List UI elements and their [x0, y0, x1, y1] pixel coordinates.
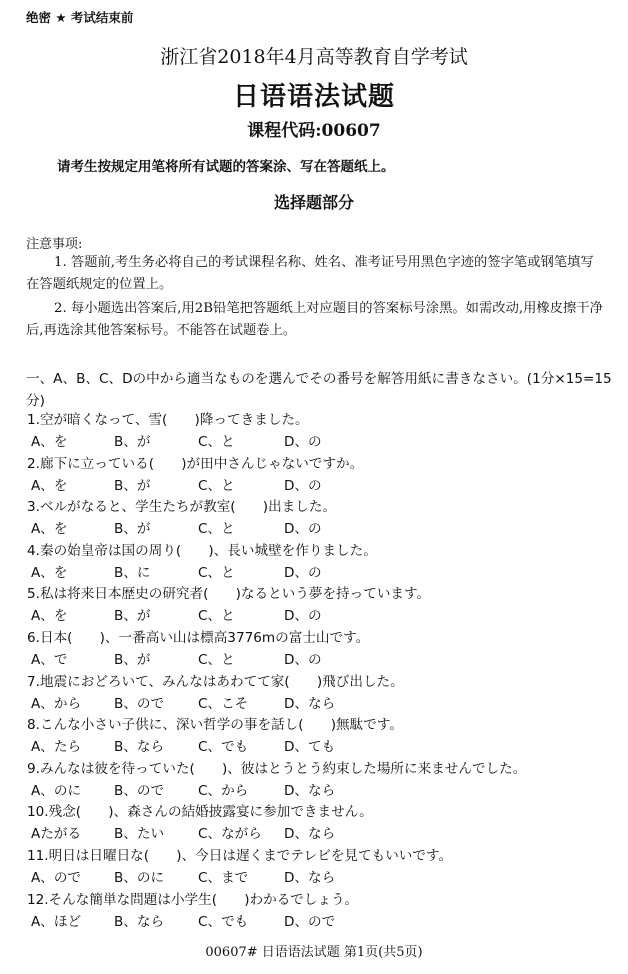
course-code: 课程代码:00607 — [247, 121, 381, 141]
answer-option: D、なら — [284, 782, 336, 799]
answer-option: C、と — [198, 477, 235, 494]
question-stem: 3.ベルがなると、学生たちが教室( )出ました。 — [27, 499, 337, 516]
answer-option: A、たら — [31, 739, 82, 756]
answer-option: B、が — [114, 608, 151, 625]
answer-option: B、ので — [114, 782, 165, 799]
answer-option: B、たい — [114, 826, 165, 843]
answer-option: B、なら — [114, 913, 165, 930]
question-stem: 2.廊下に立っている( )が田中さんじゃないですか。 — [27, 455, 364, 472]
answer-option: B、ので — [114, 695, 165, 712]
answer-option: D、ても — [284, 739, 336, 756]
answer-option: D、なら — [284, 870, 336, 886]
answer-option: D、の — [284, 608, 322, 625]
answer-option: D、なら — [284, 695, 336, 712]
exam-title: 浙江省2018年4月高等教育自学考试 — [160, 46, 468, 68]
answer-option: C、こそ — [198, 695, 249, 712]
section-title: 选择题部分 — [273, 193, 354, 212]
answer-option: D、ので — [284, 913, 336, 930]
answer-option: C、から — [198, 782, 249, 799]
answer-option: C、でも — [198, 739, 249, 756]
answer-option: A、を — [31, 434, 68, 450]
question-stem: 5.私は将来日本歴史の研究者( )なるという夢を持っています。 — [27, 586, 431, 603]
answer-option: A、ほど — [31, 913, 82, 930]
instruction-text: 请考生按规定用笔将所有试题的答案涂、写在答题纸上。 — [57, 159, 395, 175]
answer-option: B、が — [114, 434, 151, 450]
answer-option: Aたがる — [31, 826, 82, 843]
answer-option: A、を — [31, 521, 68, 538]
answer-option: C、と — [198, 521, 235, 538]
question-stem: 4.秦の始皇帝は国の周り( )、長い城壁を作りました。 — [27, 542, 377, 559]
answer-option: A、から — [31, 695, 82, 712]
answer-option: B、なら — [114, 739, 165, 756]
answer-option: A、のに — [31, 782, 82, 799]
answer-option: C、と — [198, 652, 235, 668]
answer-option: C、ながら — [198, 826, 262, 843]
notice-label: 注意事项: — [26, 237, 83, 252]
answer-option: C、でも — [198, 913, 249, 930]
answer-option: C、まで — [198, 870, 249, 886]
answer-option: A、ので — [31, 870, 82, 886]
question-stem: 10.残念( )、森さんの結婚披露宴に参加できません。 — [27, 804, 373, 821]
question-stem: 9.みんなは彼を待っていた( )、彼はとうとう約束した場所に来ませんでした。 — [27, 760, 527, 777]
answer-option: B、が — [114, 477, 151, 494]
secret-mark: 绝密 ★ 考试结束前 — [26, 10, 134, 25]
answer-option: D、の — [284, 434, 322, 450]
question-stem: 12.そんな簡単な問題は小学生( )わかるでしょう。 — [27, 891, 359, 908]
answer-option: D、の — [284, 652, 322, 668]
question-stem: 8.こんな小さい子供に、深い哲学の事を話し( )無駄です。 — [27, 717, 403, 734]
answer-option: C、と — [198, 608, 235, 625]
notice-item: 1. 答题前,考生务必将自己的考试课程名称、姓名、准考证号用黑色字迹的签字笔或钢笔填写在答题纸规定的位置上。 — [26, 255, 594, 292]
answer-option: B、のに — [114, 870, 165, 886]
subject-title: 日语语法试题 — [232, 82, 395, 112]
answer-option: B、が — [114, 652, 151, 668]
answer-option: D、の — [284, 521, 322, 538]
answer-option: D、の — [284, 477, 322, 494]
question-stem: 6.日本( )、一番高い山は標高3776mの富士山です。 — [27, 630, 370, 646]
answer-option: B、が — [114, 521, 151, 538]
answer-option: B、に — [114, 564, 151, 581]
answer-option: C、と — [198, 564, 235, 581]
answer-option: C、と — [198, 434, 235, 450]
answer-option: A、で — [31, 652, 68, 668]
page-footer: 00607# 日语语法试题 第1页(共5页) — [205, 945, 423, 960]
question-stem: 11.明日は日曜日な( )、今日は遅くまでテレビを見てもいいです。 — [27, 848, 453, 864]
answer-option: D、なら — [284, 826, 336, 843]
part-heading: 一、A、B、C、Dの中から適当なものを選んでその番号を解答用紙に書きなさい。(1分×15=15分) — [26, 371, 612, 409]
notice-item: 2. 每小题选出答案后,用2B铅笔把答题纸上对应题目的答案标号涂黑。如需改动,用橡皮擦干净后,再选涂其他答案标号。不能答在试题卷上。 — [26, 301, 603, 338]
question-stem: 7.地震におどろいて、みんなはあわてて家( )飛び出した。 — [27, 673, 404, 690]
answer-option: A、を — [31, 608, 68, 625]
answer-option: D、の — [284, 564, 322, 581]
question-stem: 1.空が暗くなって、雪( )降ってきました。 — [27, 412, 309, 428]
answer-option: A、を — [31, 477, 68, 494]
answer-option: A、を — [31, 564, 68, 581]
